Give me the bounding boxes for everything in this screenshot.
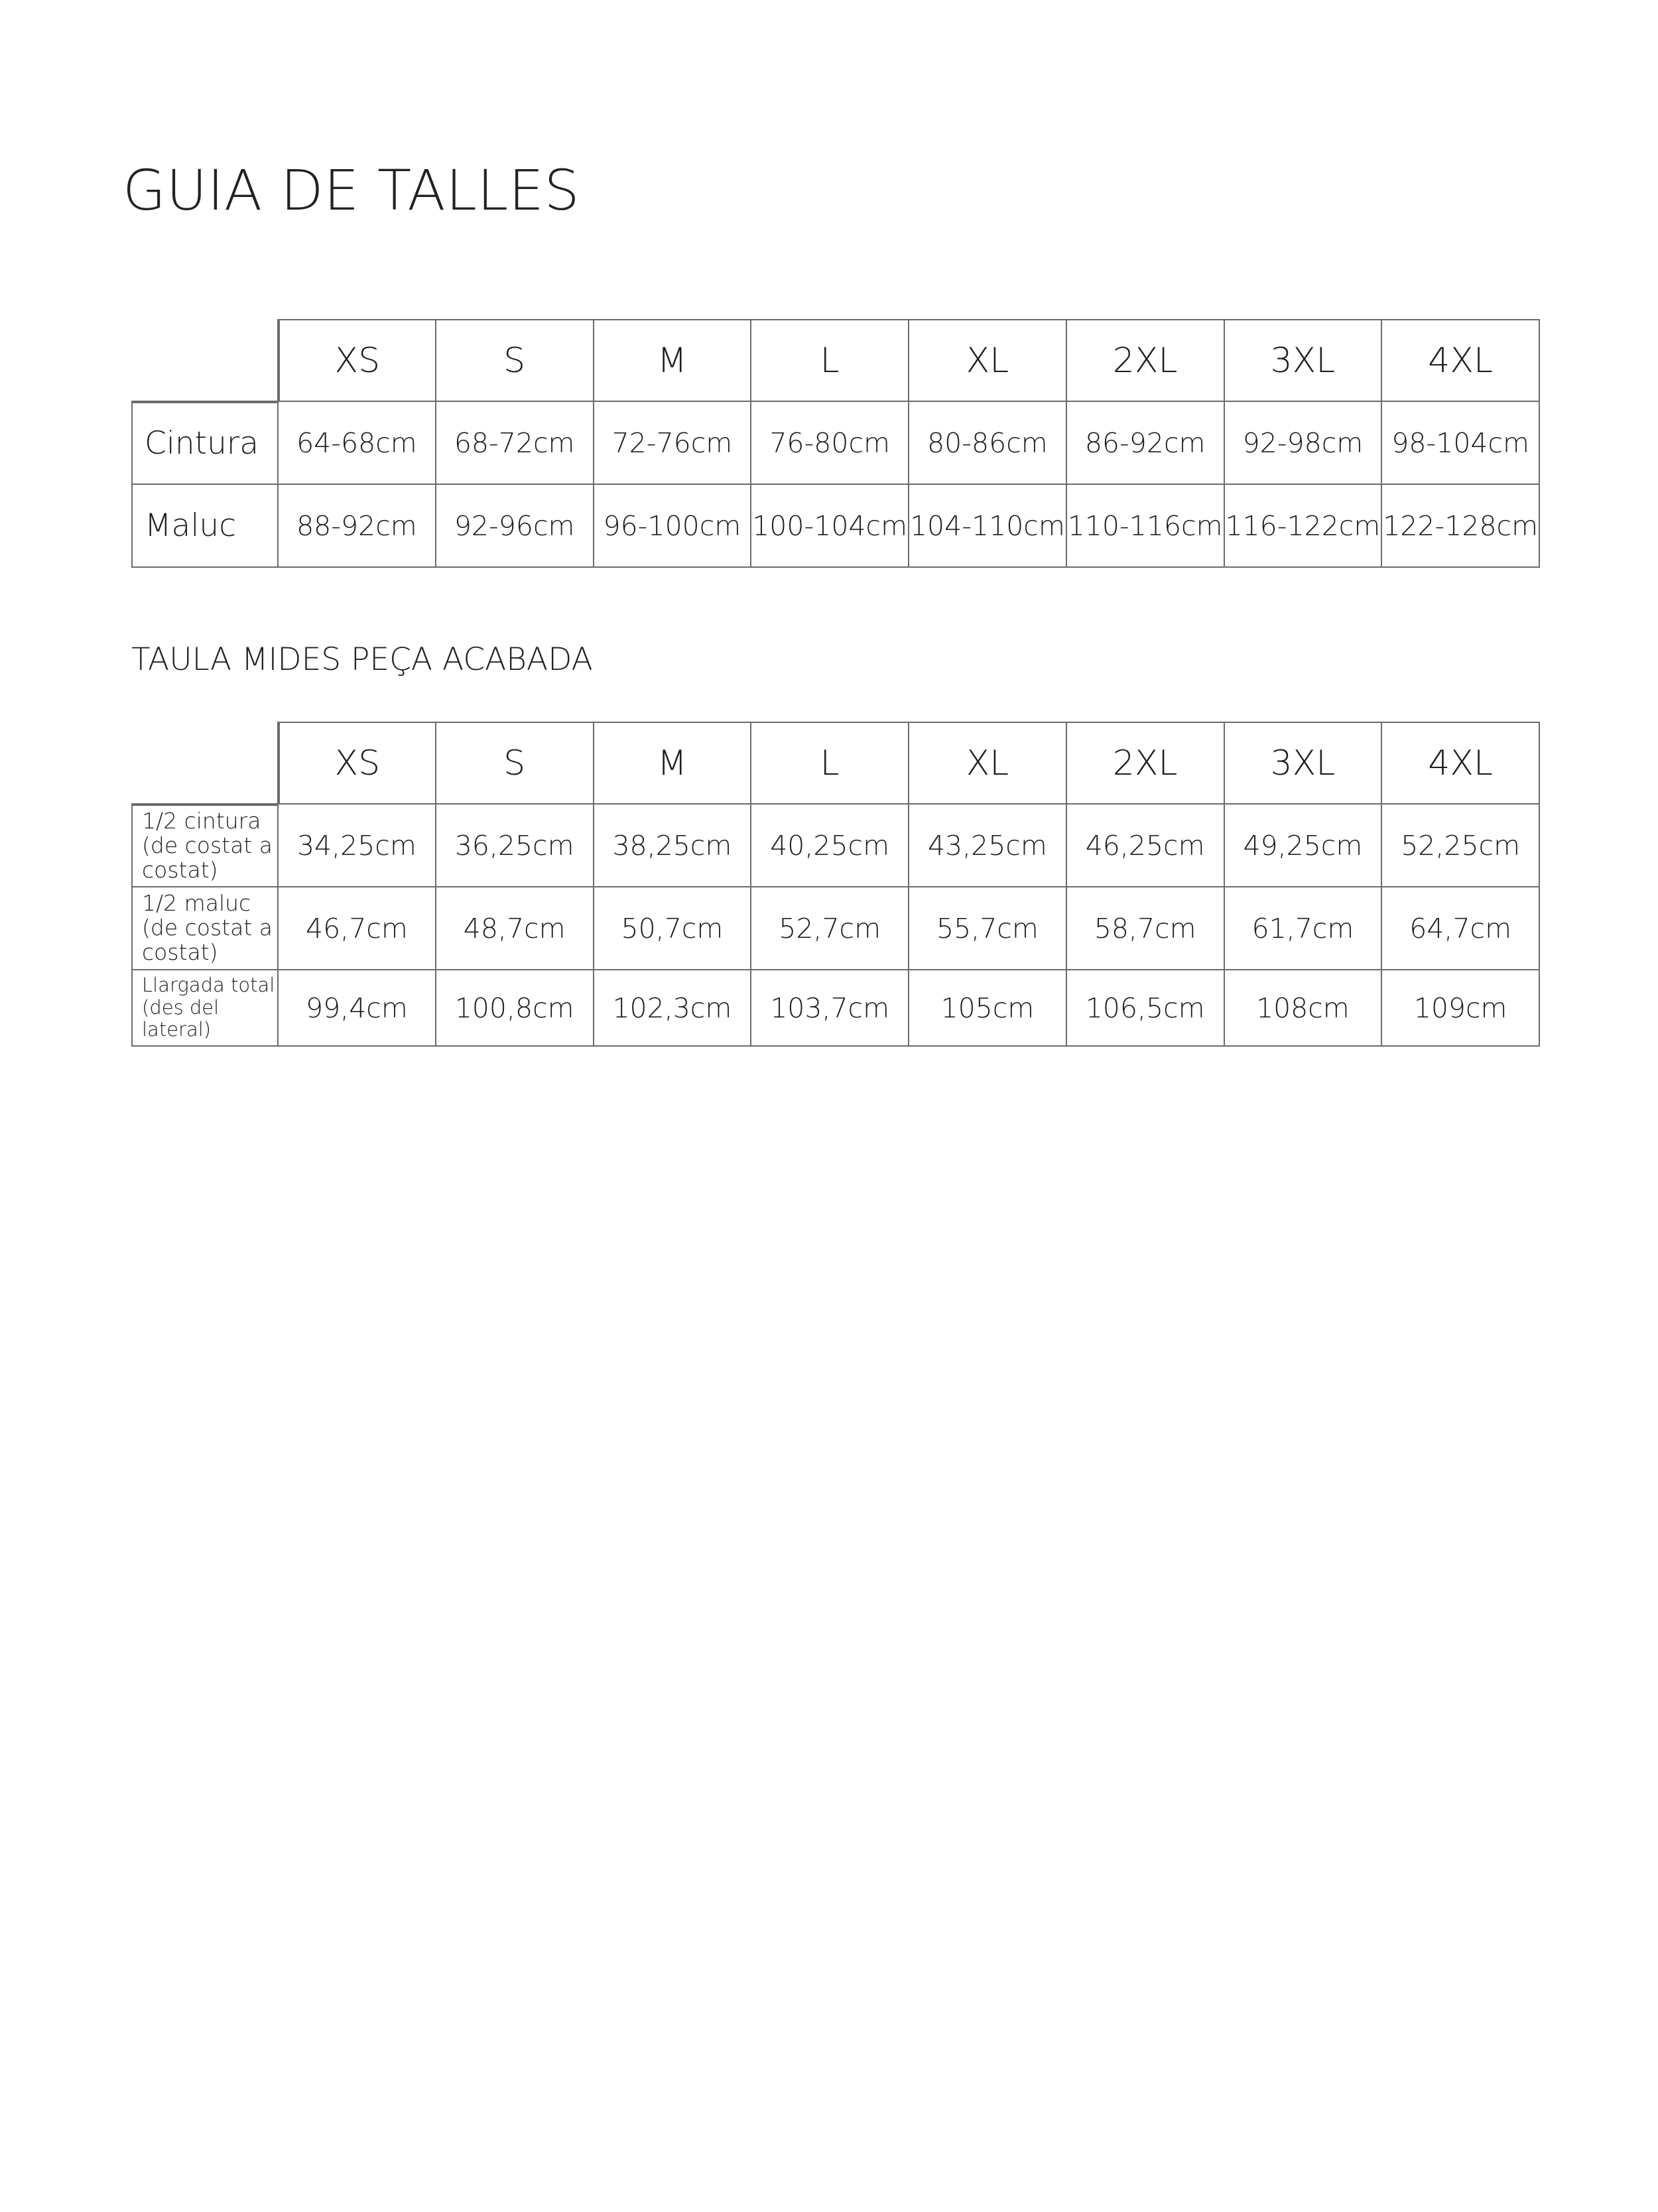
size-header-4xl: 4XL <box>1382 722 1540 805</box>
table-cell: 96-100cm <box>594 485 752 568</box>
table-cell: 76-80cm <box>751 402 909 485</box>
table-cell: 46,25cm <box>1067 805 1225 887</box>
finished-measurements-table <box>131 722 1540 1047</box>
size-header-xl: XL <box>909 319 1067 402</box>
table-cell: 50,7cm <box>594 887 752 970</box>
table-cell: 103,7cm <box>751 970 909 1047</box>
size-header-m: M <box>594 722 752 805</box>
row-label-maluc: Maluc <box>131 485 279 568</box>
size-header-2xl: 2XL <box>1067 319 1225 402</box>
table-cell: 58,7cm <box>1067 887 1225 970</box>
table-cell: 116-122cm <box>1225 485 1383 568</box>
size-header-l: L <box>751 319 909 402</box>
size-header-s: S <box>436 722 594 805</box>
row-label-half-waist: 1/2 cintura (de costat a costat) <box>131 805 279 887</box>
table-cell: 100-104cm <box>751 485 909 568</box>
finished-table-title: TAULA MIDES PEÇA ACABADA <box>131 641 593 678</box>
size-header-xl: XL <box>909 722 1067 805</box>
table-cell: 36,25cm <box>436 805 594 887</box>
table-cell: 34,25cm <box>279 805 436 887</box>
table-cell: 72-76cm <box>594 402 752 485</box>
table-corner <box>131 319 279 402</box>
table-cell: 55,7cm <box>909 887 1067 970</box>
table-cell: 109cm <box>1382 970 1540 1047</box>
table-cell: 92-98cm <box>1225 402 1383 485</box>
size-header-m: M <box>594 319 752 402</box>
table-cell: 86-92cm <box>1067 402 1225 485</box>
row-label-cintura: Cintura <box>131 402 279 485</box>
table-cell: 98-104cm <box>1382 402 1540 485</box>
table-cell: 40,25cm <box>751 805 909 887</box>
table-cell: 99,4cm <box>279 970 436 1047</box>
size-header-l: L <box>751 722 909 805</box>
table-cell: 68-72cm <box>436 402 594 485</box>
size-header-3xl: 3XL <box>1225 319 1383 402</box>
size-header-s: S <box>436 319 594 402</box>
table-cell: 104-110cm <box>909 485 1067 568</box>
table-cell: 110-116cm <box>1067 485 1225 568</box>
table-cell: 61,7cm <box>1225 887 1383 970</box>
size-header-2xl: 2XL <box>1067 722 1225 805</box>
size-header-xs: XS <box>279 319 436 402</box>
table-corner <box>131 722 279 805</box>
table-cell: 52,7cm <box>751 887 909 970</box>
table-cell: 106,5cm <box>1067 970 1225 1047</box>
size-guide-table <box>131 319 1540 568</box>
size-header-4xl: 4XL <box>1382 319 1540 402</box>
table-cell: 100,8cm <box>436 970 594 1047</box>
table-cell: 49,25cm <box>1225 805 1383 887</box>
size-header-xs: XS <box>279 722 436 805</box>
row-label-half-hip: 1/2 maluc (de costat a costat) <box>131 887 279 970</box>
table-cell: 122-128cm <box>1382 485 1540 568</box>
table-cell: 92-96cm <box>436 485 594 568</box>
page-title: GUIA DE TALLES <box>123 158 580 223</box>
table-cell: 105cm <box>909 970 1067 1047</box>
table-cell: 64,7cm <box>1382 887 1540 970</box>
table-cell: 52,25cm <box>1382 805 1540 887</box>
size-header-3xl: 3XL <box>1225 722 1383 805</box>
table-cell: 88-92cm <box>279 485 436 568</box>
table-cell: 64-68cm <box>279 402 436 485</box>
table-cell: 43,25cm <box>909 805 1067 887</box>
table-cell: 108cm <box>1225 970 1383 1047</box>
table-cell: 38,25cm <box>594 805 752 887</box>
row-label-total-length: Llargada total (des del lateral) <box>131 970 279 1047</box>
table-cell: 80-86cm <box>909 402 1067 485</box>
table-cell: 46,7cm <box>279 887 436 970</box>
table-cell: 48,7cm <box>436 887 594 970</box>
table-cell: 102,3cm <box>594 970 752 1047</box>
